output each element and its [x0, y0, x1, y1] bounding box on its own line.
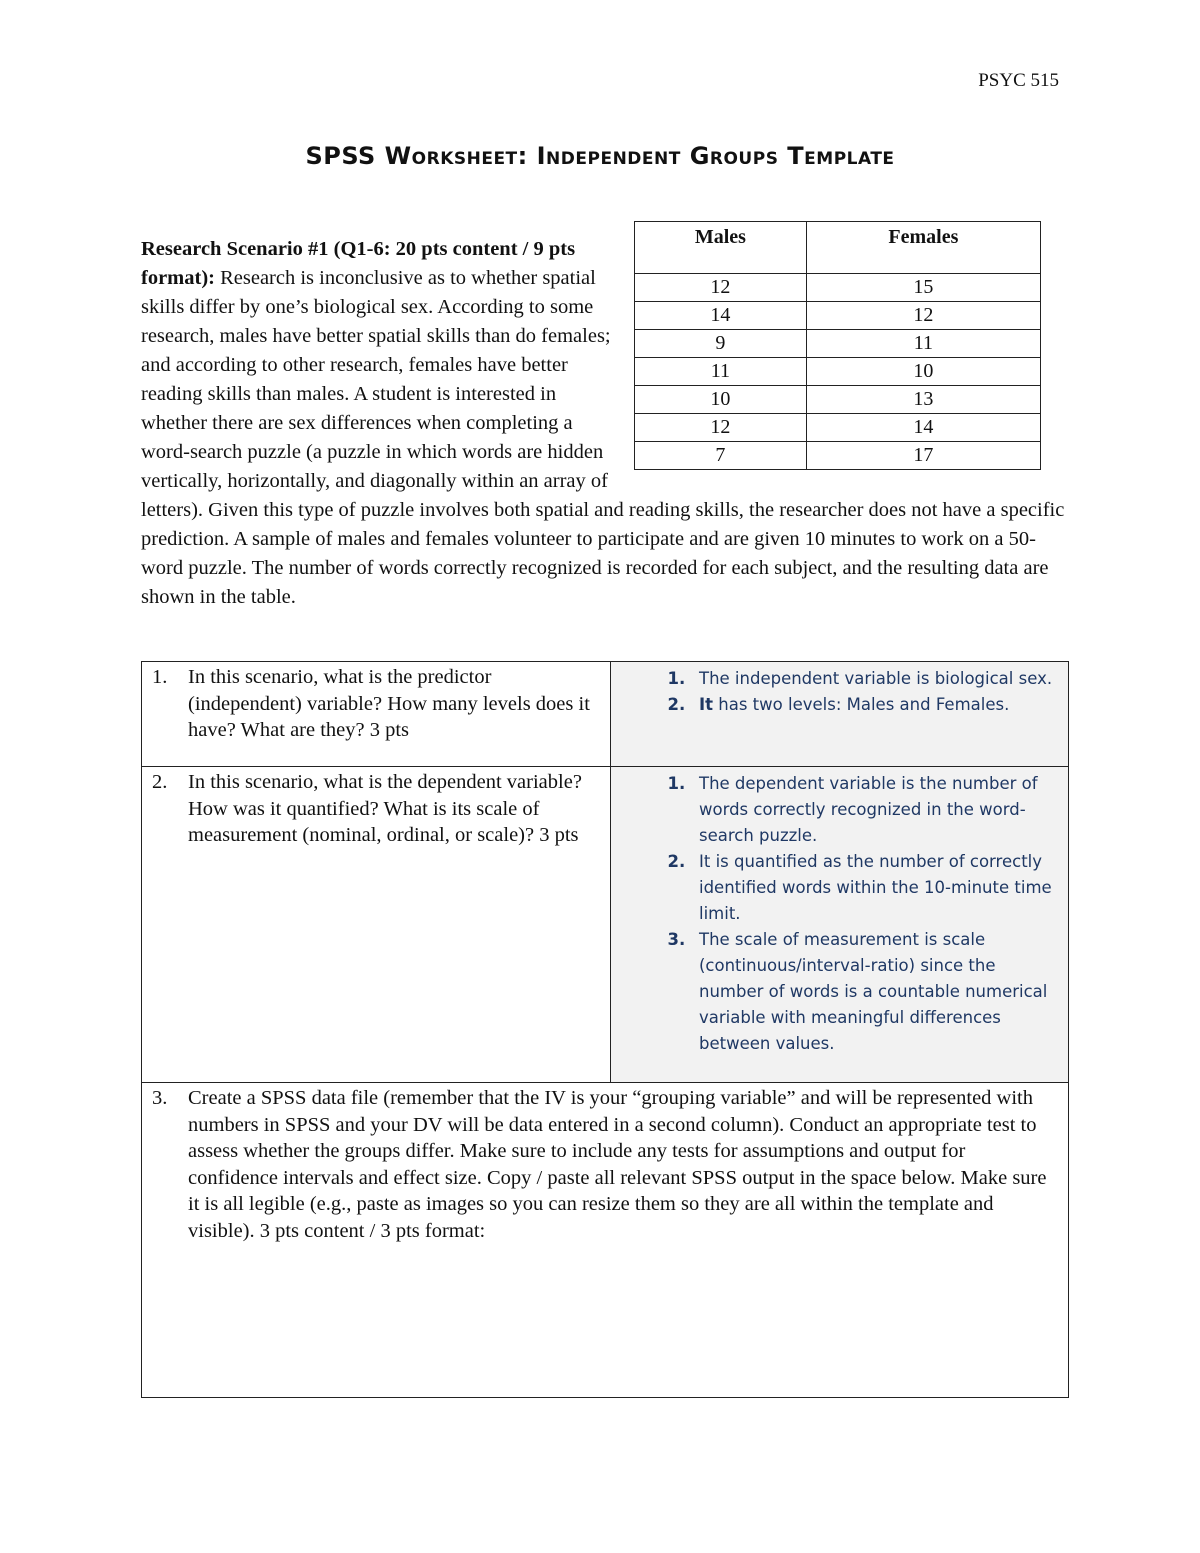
question-number: 2.	[152, 771, 168, 793]
answer-cell[interactable]	[611, 767, 1069, 1083]
table-cell: 12	[806, 302, 1040, 330]
column-header: Females	[806, 222, 1040, 274]
page-title: SPSS Worksheet: Independent Groups Template	[305, 142, 895, 170]
table-cell: 14	[635, 302, 807, 330]
table-row	[635, 386, 1041, 414]
data-table	[634, 221, 1041, 470]
table-cell: 15	[806, 274, 1040, 302]
question-text: Create a SPSS data file (remember that the IV is your “grouping variable” and will be represented with numbers in SPSS and your DV will be data entered in a second column). Conduct an appropriate test to assess whether the groups differ. Make sure to include any tests for assumptions and output for confidence intervals and effect size. Copy / paste all relevant SPSS output in the space below. Make sure it is all legible (e.g., paste as images so you can resize them so they are all within the template and visible). 3 pts content / 3 pts format:	[188, 1087, 1047, 1242]
table-row	[635, 302, 1041, 330]
course-header: PSYC 515	[978, 70, 1059, 91]
table-header-row	[635, 222, 1041, 274]
answer-text: has two levels: Males and Females.	[713, 695, 1010, 714]
question-text: In this scenario, what is the dependent variable? How was it quantified? What is its scale of measurement (nominal, ordinal, or scale)? 3 pts	[188, 771, 582, 846]
answer-text: The scale of measurement is scale (continuous/interval-ratio) since the number of words is a countable numerical variable with meaningful differences between values.	[699, 930, 1048, 1053]
table-cell: 12	[635, 274, 807, 302]
answer-item	[691, 771, 1058, 849]
answer-item	[691, 666, 1058, 692]
scenario-body: Research is inconclusive as to whether spatial skills differ by one’s biological sex. According to some research, males have better spatial skills than do females; and according to other research, females have better reading skills than males. A student is interested in whether there are sex differences when completing a word-search puzzle (a puzzle in which words are hidden vertically, horizontally, and diagonally within an array of letters). Given this type of puzzle involves both spatial and reading skills, the researcher does not have a specific prediction. A sample of males and females volunteer to participate and are given 10 minutes to work on a 50-word puzzle. The number of words correctly recognized is recorded for each subject, and the resulting data are shown in the table.	[141, 267, 1065, 608]
answer-item	[691, 849, 1058, 927]
question-text: In this scenario, what is the predictor (independent) variable? How many levels does it have? What are they? 3 pts	[188, 666, 590, 741]
answer-item	[691, 927, 1058, 1057]
table-cell: 11	[635, 358, 807, 386]
table-cell: 10	[806, 358, 1040, 386]
question-number: 1.	[152, 666, 168, 688]
answer-text: It is quantified as the number of correctly identified words within the 10-minute time limit.	[699, 852, 1052, 923]
table-cell: 14	[806, 414, 1040, 442]
question-row-2	[142, 767, 1069, 1083]
table-cell: 10	[635, 386, 807, 414]
research-scenario	[141, 221, 1068, 612]
table-cell: 11	[806, 330, 1040, 358]
answer-text: The independent variable is biological sex.	[699, 669, 1053, 688]
table-row	[635, 414, 1041, 442]
question-number: 3.	[152, 1087, 168, 1109]
table-row	[635, 358, 1041, 386]
answer-text: The dependent variable is the number of words correctly recognized in the word-search puzzle.	[699, 774, 1038, 845]
table-row	[635, 330, 1041, 358]
table-cell: 9	[635, 330, 807, 358]
table-cell: 17	[806, 442, 1040, 470]
table-cell: 12	[635, 414, 807, 442]
table-row	[635, 442, 1041, 470]
answer-cell[interactable]	[142, 1083, 1069, 1398]
questions-table	[141, 661, 1069, 1398]
table-row	[635, 274, 1041, 302]
question-row-3	[142, 1083, 1069, 1398]
table-cell: 13	[806, 386, 1040, 414]
question-row-1	[142, 662, 1069, 767]
answer-item	[691, 692, 1058, 718]
column-header: Males	[635, 222, 807, 274]
answer-bold: It	[699, 695, 714, 714]
scenario-heading: Research Scenario #1 (Q1-6: 20 pts content / 9 pts format):	[141, 238, 576, 289]
table-cell: 7	[635, 442, 807, 470]
answer-cell[interactable]	[611, 662, 1069, 767]
